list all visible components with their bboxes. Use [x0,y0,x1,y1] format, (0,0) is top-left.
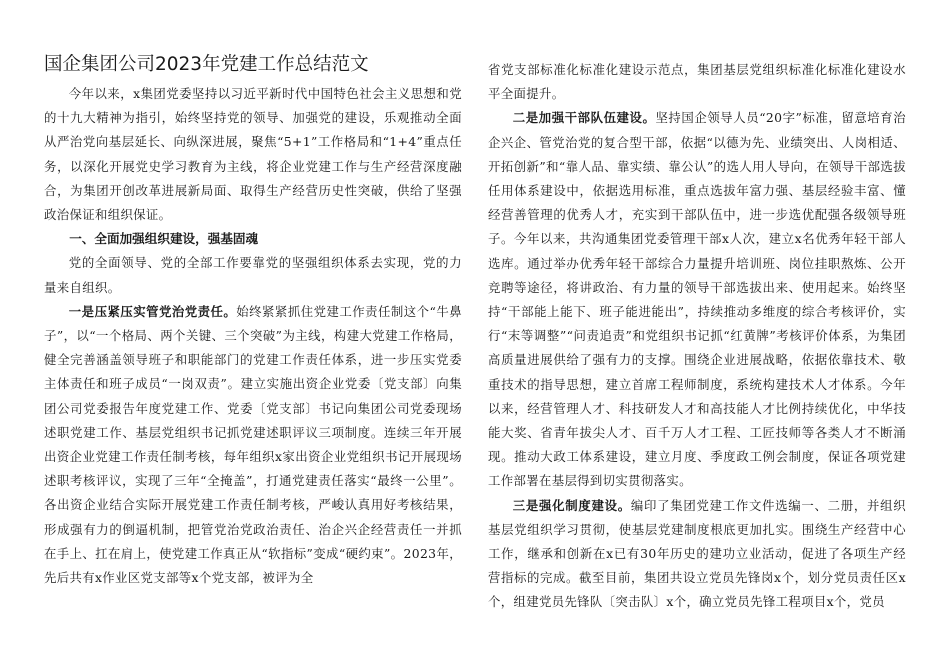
intro-paragraph: 今年以来，x集团党委坚持以习近平新时代中国特色社会主义思想和党的十九大精神为指引，始终坚持党的领导、加强党的建设，乐观推动全面从严治党向基层延长、向纵深进展，聚焦“5+1”工作格局和“1+4”重点任务，以深化开展党史学习教育为主线，将企业党建工作与生产经营深度融合，为集团开创改革进展新局面、取得生产经营历史性突破，供给了坚强政治保证和组织保证。 [44,86,462,223]
section-heading-organization: 一、全面加强组织建设，强基固魂 [69,231,259,247]
point-two-paragraph [488,106,906,493]
document-title: 国企集团公司2023年党建工作总结范文 [44,54,369,75]
point-one-paragraph [44,300,462,590]
point-two-text: 坚持国企领导人员“20字”标准，留意培育治企兴企、管党治党的复合型干部，依据“以德为先、业绩突出、人岗相适、开拓创新”和“靠人品、靠实绩、靠公认”的选人用人导向，在领导干部选拔任用体系建设中，依据选用标准，重点选拔年富力强、基层经验丰富、懂经营善管理的优秀人才，充实到干部队伍中，进一步选优配强各级领导班子。今年以来，共沟通集团党委管理干部x人次，建立x名优秀年轻干部人选库。通过举办优秀年轻干部综合力量提升培训班、岗位挂职熬炼、公开竞聘等途径，将讲政治、有力量的领导干部选拔出来、使用起来。始终坚持“干部能上能下、班子能进能出”，持续推动多维度的综合考核评价，实行“末等调整”“问责追责”和党组织书记抓“红黄牌”考核评价体系，为集团高质量进展供给了强有力的支撑。围绕企业进展战略，依据依靠技术、敬重技术的指导思想，建立首席工程师制度，系统构建技术人才体系。今年以来，经营管理人才、科技研发人才和高技能人才比例持续优化，中华技能大奖、省青年拔尖人才、百千万人才工程、工匠技师等各类人才不断涌现。推动大政工体系建设，建立月度、季度政工例会制度，保证各项党建工作部署在基层得到切实贯彻落实。 [488,110,906,489]
point-one-lead: 一是压紧压实管党治党责任。 [68,303,237,319]
point-three-text: 编印了集团党建工作文件选编一、二册，并组织基层党组织学习贯彻，使基层党建制度根底更加扎实。围绕生产经营中心工作，继承和创新在x已有30年历史的建功立业活动，促进了各项生产经营指标的完成。截至目前，集团共设立党员先锋岗x个，划分党员责任区x个，组建党员先锋队〔突击队〕x个，确立党员先锋工程项目x个，党员 [488,497,906,610]
continuation-paragraph: 省党支部标准化标准化建设示范点，集团基层党组织标准化标准化建设水平全面提升。 [488,62,906,102]
point-one-text: 始终紧紧抓住党建工作责任制这个“牛鼻子”，以“一个格局、两个关键、三个突破”为主线，构建大党建工作格局，健全完善涵盖领导班子和职能部门的党建工作责任体系，进一步压实党委主体责任和班子成员“一岗双责”。建立实施出资企业党委〔党支部〕向集团公司党委报告年度党建工作、党委〔党支部〕书记向集团公司党委现场述职党建工作、基层党组织书记抓党建述职评议三项制度。连续三年开展出资企业党建工作责任制考核，每年组织x家出资企业党组织书记开展现场述职考核评议，实现了三年“全掩盖”，打通党建责任落实“最终一公里”。各出资企业结合实际开展党建工作责任制考核，严峻认真用好考核结果，形成强有力的倒逼机制，把管党治党政治责任、治企兴企经营责任一并抓在手上、扛在肩上，使党建工作真正从“软指标”变成“硬约束”。2023年，先后共有x作业区党支部等x个党支部，被评为全 [44,303,462,586]
point-three-paragraph [488,494,906,615]
point-three-lead: 三是强化制度建设。 [512,497,631,513]
right-column-body [488,58,906,615]
point-two-lead: 二是加强干部队伍建设。 [512,110,656,126]
left-column-body [44,82,462,590]
section-intro-paragraph: 党的全面领导、党的全部工作要靠党的坚强组织体系去实现，党的力量来自组织。 [44,255,462,295]
